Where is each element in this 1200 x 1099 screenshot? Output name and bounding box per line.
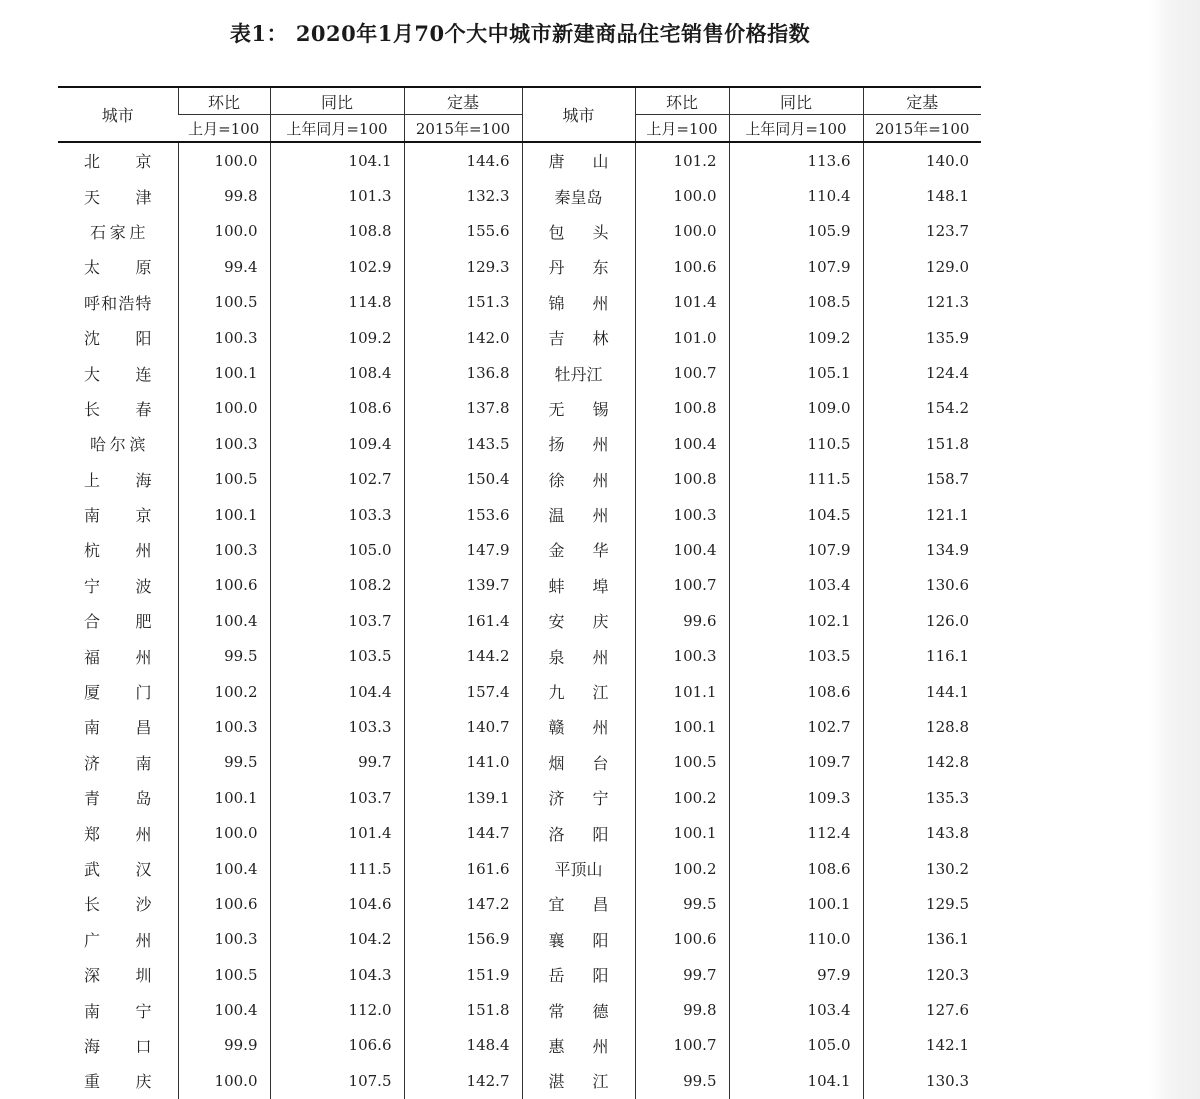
- left-mom-cell: 99.4: [178, 249, 270, 284]
- right-yoy-cell: 103.4: [729, 568, 863, 603]
- table-row: [58, 638, 981, 673]
- right-yoy-cell: 103.5: [729, 638, 863, 673]
- left-city-cell: 南宁: [84, 1001, 152, 1021]
- left-base-cell: 129.3: [404, 249, 522, 284]
- col-subheader-base: 2015年=100: [863, 115, 981, 143]
- left-city-cell: 郑州: [84, 824, 152, 844]
- right-city-cell: 泉州: [522, 638, 635, 673]
- left-mom-cell: 100.0: [178, 214, 270, 249]
- left-yoy-cell: 112.0: [270, 992, 404, 1027]
- left-yoy-cell: 103.7: [270, 780, 404, 815]
- right-base-cell: 134.9: [863, 532, 981, 567]
- right-city-cell: 牡丹江: [522, 355, 635, 390]
- left-city-cell: 深圳: [84, 966, 152, 986]
- right-base-cell: 129.0: [863, 249, 981, 284]
- right-base-cell: 143.8: [863, 815, 981, 850]
- right-city-cell: 常德: [522, 992, 635, 1027]
- right-base-cell: 142.1: [863, 1028, 981, 1063]
- left-yoy-cell: 103.3: [270, 497, 404, 532]
- left-mom-cell: 100.6: [178, 886, 270, 921]
- left-base-cell: 141.0: [404, 745, 522, 780]
- right-base-cell: 135.3: [863, 780, 981, 815]
- col-header-mom: 环比: [635, 87, 729, 115]
- right-base-cell: 116.1: [863, 638, 981, 673]
- table-row: [58, 320, 981, 355]
- left-city-cell: 重庆: [84, 1072, 152, 1092]
- right-base-cell: 140.0: [863, 142, 981, 178]
- table-row: [58, 922, 981, 957]
- right-mom-cell: 99.6: [635, 603, 729, 638]
- table-row: [58, 391, 981, 426]
- right-yoy-cell: 109.2: [729, 320, 863, 355]
- right-city-cell: 惠州: [522, 1028, 635, 1063]
- right-yoy-cell: 102.1: [729, 603, 863, 638]
- left-city-cell: 青岛: [84, 789, 152, 809]
- left-city-cell: 沈阳: [84, 329, 152, 349]
- right-mom-cell: 100.7: [635, 355, 729, 390]
- left-yoy-cell: 99.7: [270, 745, 404, 780]
- right-yoy-cell: 108.5: [729, 285, 863, 320]
- left-mom-cell: 100.0: [178, 391, 270, 426]
- left-yoy-cell: 104.4: [270, 674, 404, 709]
- left-base-cell: 156.9: [404, 922, 522, 957]
- left-city-cell: 南昌: [84, 718, 152, 738]
- left-mom-cell: 100.3: [178, 922, 270, 957]
- left-mom-cell: 100.4: [178, 992, 270, 1027]
- col-subheader-mom: 上月=100: [635, 115, 729, 143]
- left-city-cell: 南京: [84, 506, 152, 526]
- right-city-cell: 秦皇岛: [522, 178, 635, 213]
- right-yoy-cell: 112.4: [729, 815, 863, 850]
- col-header-city: 城市: [522, 87, 635, 142]
- left-yoy-cell: 108.8: [270, 214, 404, 249]
- right-base-cell: 121.3: [863, 285, 981, 320]
- col-subheader-yoy: 上年同月=100: [270, 115, 404, 143]
- right-base-cell: 136.1: [863, 922, 981, 957]
- right-yoy-cell: 109.0: [729, 391, 863, 426]
- right-mom-cell: 100.1: [635, 815, 729, 850]
- right-base-cell: 128.8: [863, 709, 981, 744]
- left-yoy-cell: 104.2: [270, 922, 404, 957]
- right-base-cell: 135.9: [863, 320, 981, 355]
- left-base-cell: 147.2: [404, 886, 522, 921]
- right-yoy-cell: 100.1: [729, 886, 863, 921]
- col-header-city: 城市: [58, 87, 178, 142]
- left-mom-cell: 100.3: [178, 426, 270, 461]
- right-mom-cell: 99.7: [635, 957, 729, 992]
- right-yoy-cell: 110.5: [729, 426, 863, 461]
- left-mom-cell: 99.9: [178, 1028, 270, 1063]
- left-base-cell: 137.8: [404, 391, 522, 426]
- right-yoy-cell: 102.7: [729, 709, 863, 744]
- table-row: [58, 249, 981, 284]
- left-base-cell: 136.8: [404, 355, 522, 390]
- right-city-cell: 宜昌: [522, 886, 635, 921]
- right-city-cell: 九江: [522, 674, 635, 709]
- right-city-cell: 烟台: [522, 745, 635, 780]
- left-yoy-cell: 104.6: [270, 886, 404, 921]
- left-mom-cell: 100.4: [178, 851, 270, 886]
- right-city-cell: 金华: [522, 532, 635, 567]
- table-row: [58, 957, 981, 992]
- left-city-cell: 呼和浩特: [84, 293, 152, 313]
- right-city-cell: 岳阳: [522, 957, 635, 992]
- left-yoy-cell: 102.7: [270, 462, 404, 497]
- right-base-cell: 144.1: [863, 674, 981, 709]
- table-row: [58, 355, 981, 390]
- col-subheader-yoy: 上年同月=100: [729, 115, 863, 143]
- right-mom-cell: 101.1: [635, 674, 729, 709]
- right-city-cell: 安庆: [522, 603, 635, 638]
- right-yoy-cell: 108.6: [729, 851, 863, 886]
- left-yoy-cell: 108.6: [270, 391, 404, 426]
- right-base-cell: 127.6: [863, 992, 981, 1027]
- right-yoy-cell: 109.3: [729, 780, 863, 815]
- left-city-cell: 福州: [84, 647, 152, 667]
- table-row: [58, 214, 981, 249]
- left-city-cell: 海口: [84, 1036, 152, 1056]
- left-city-cell: 杭州: [84, 541, 152, 561]
- table-row: [58, 851, 981, 886]
- right-yoy-cell: 110.4: [729, 178, 863, 213]
- table-row: [58, 568, 981, 603]
- right-yoy-cell: 107.9: [729, 532, 863, 567]
- right-city-cell: 徐州: [522, 462, 635, 497]
- left-mom-cell: 100.3: [178, 532, 270, 567]
- right-mom-cell: 100.7: [635, 568, 729, 603]
- col-subheader-mom: 上月=100: [178, 115, 270, 143]
- left-yoy-cell: 103.7: [270, 603, 404, 638]
- right-mom-cell: 99.5: [635, 1063, 729, 1098]
- right-mom-cell: 100.7: [635, 1028, 729, 1063]
- left-city-cell: 合肥: [84, 612, 152, 632]
- left-base-cell: 161.4: [404, 603, 522, 638]
- right-city-cell: 洛阳: [522, 815, 635, 850]
- right-yoy-cell: 104.1: [729, 1063, 863, 1098]
- col-header-mom: 环比: [178, 87, 270, 115]
- left-mom-cell: 100.0: [178, 142, 270, 178]
- left-mom-cell: 100.1: [178, 780, 270, 815]
- left-yoy-cell: 106.6: [270, 1028, 404, 1063]
- left-yoy-cell: 104.1: [270, 142, 404, 178]
- right-base-cell: 154.2: [863, 391, 981, 426]
- right-city-cell: 湛江: [522, 1063, 635, 1098]
- left-mom-cell: 100.1: [178, 355, 270, 390]
- table-body: [58, 142, 981, 1099]
- right-mom-cell: 100.6: [635, 922, 729, 957]
- right-city-cell: 温州: [522, 497, 635, 532]
- right-city-cell: 济宁: [522, 780, 635, 815]
- right-mom-cell: 100.6: [635, 249, 729, 284]
- left-base-cell: 151.8: [404, 992, 522, 1027]
- left-yoy-cell: 109.4: [270, 426, 404, 461]
- left-base-cell: 139.7: [404, 568, 522, 603]
- table-row: [58, 780, 981, 815]
- left-city-cell: 上海: [84, 470, 152, 490]
- right-yoy-cell: 105.9: [729, 214, 863, 249]
- left-base-cell: 161.6: [404, 851, 522, 886]
- page-edge-shadow: [1150, 0, 1200, 1099]
- table-row: [58, 285, 981, 320]
- left-yoy-cell: 102.9: [270, 249, 404, 284]
- left-mom-cell: 100.0: [178, 1063, 270, 1098]
- left-city-cell: 石家庄: [90, 222, 146, 242]
- table-row: [58, 1063, 981, 1098]
- left-base-cell: 143.5: [404, 426, 522, 461]
- right-city-cell: 唐山: [522, 142, 635, 178]
- left-yoy-cell: 104.3: [270, 957, 404, 992]
- right-mom-cell: 100.8: [635, 462, 729, 497]
- right-yoy-cell: 110.0: [729, 922, 863, 957]
- table-row: [58, 603, 981, 638]
- right-mom-cell: 101.2: [635, 142, 729, 178]
- left-mom-cell: 99.5: [178, 638, 270, 673]
- left-mom-cell: 100.5: [178, 957, 270, 992]
- left-mom-cell: 99.5: [178, 745, 270, 780]
- col-header-yoy: 同比: [270, 87, 404, 115]
- right-base-cell: 142.8: [863, 745, 981, 780]
- left-mom-cell: 100.6: [178, 568, 270, 603]
- table-row: [58, 886, 981, 921]
- table-row: [58, 709, 981, 744]
- left-base-cell: 144.2: [404, 638, 522, 673]
- left-mom-cell: 99.8: [178, 178, 270, 213]
- left-mom-cell: 100.2: [178, 674, 270, 709]
- right-city-cell: 包头: [522, 214, 635, 249]
- right-mom-cell: 100.4: [635, 532, 729, 567]
- right-city-cell: 无锡: [522, 391, 635, 426]
- left-base-cell: 144.7: [404, 815, 522, 850]
- table-row: [58, 815, 981, 850]
- right-mom-cell: 100.0: [635, 214, 729, 249]
- right-yoy-cell: 103.4: [729, 992, 863, 1027]
- right-base-cell: 121.1: [863, 497, 981, 532]
- left-base-cell: 151.9: [404, 957, 522, 992]
- left-city-cell: 武汉: [84, 860, 152, 879]
- right-base-cell: 151.8: [863, 426, 981, 461]
- left-city-cell: 长沙: [84, 895, 152, 915]
- table-row: [58, 178, 981, 213]
- left-base-cell: 153.6: [404, 497, 522, 532]
- left-mom-cell: 100.5: [178, 285, 270, 320]
- left-mom-cell: 100.3: [178, 709, 270, 744]
- right-mom-cell: 100.0: [635, 178, 729, 213]
- right-city-cell: 扬州: [522, 426, 635, 461]
- left-yoy-cell: 103.3: [270, 709, 404, 744]
- table-row: [58, 532, 981, 567]
- left-base-cell: 151.3: [404, 285, 522, 320]
- right-city-cell: 襄阳: [522, 922, 635, 957]
- left-yoy-cell: 108.4: [270, 355, 404, 390]
- right-mom-cell: 100.2: [635, 851, 729, 886]
- left-city-cell: 天津: [84, 187, 152, 207]
- left-base-cell: 155.6: [404, 214, 522, 249]
- right-city-cell: 锦州: [522, 285, 635, 320]
- left-base-cell: 132.3: [404, 178, 522, 213]
- right-city-cell: 丹东: [522, 249, 635, 284]
- left-base-cell: 157.4: [404, 674, 522, 709]
- price-index-table: [58, 86, 981, 1099]
- right-city-cell: 吉林: [522, 320, 635, 355]
- right-base-cell: 130.3: [863, 1063, 981, 1098]
- right-yoy-cell: 105.1: [729, 355, 863, 390]
- left-base-cell: 140.7: [404, 709, 522, 744]
- right-base-cell: 126.0: [863, 603, 981, 638]
- left-base-cell: 139.1: [404, 780, 522, 815]
- table-row: [58, 142, 981, 178]
- right-base-cell: 129.5: [863, 886, 981, 921]
- right-yoy-cell: 105.0: [729, 1028, 863, 1063]
- right-city-cell: 平顶山: [522, 851, 635, 886]
- right-mom-cell: 101.0: [635, 320, 729, 355]
- left-yoy-cell: 111.5: [270, 851, 404, 886]
- left-city-cell: 哈尔滨: [90, 435, 146, 455]
- right-yoy-cell: 104.5: [729, 497, 863, 532]
- right-city-cell: 蚌埠: [522, 568, 635, 603]
- right-base-cell: 124.4: [863, 355, 981, 390]
- left-mom-cell: 100.0: [178, 815, 270, 850]
- right-yoy-cell: 111.5: [729, 462, 863, 497]
- right-yoy-cell: 109.7: [729, 745, 863, 780]
- right-mom-cell: 100.3: [635, 638, 729, 673]
- right-mom-cell: 101.4: [635, 285, 729, 320]
- right-yoy-cell: 97.9: [729, 957, 863, 992]
- right-base-cell: 120.3: [863, 957, 981, 992]
- right-mom-cell: 100.4: [635, 426, 729, 461]
- left-city-cell: 太原: [84, 258, 152, 278]
- left-city-cell: 济南: [84, 753, 152, 773]
- left-base-cell: 142.0: [404, 320, 522, 355]
- right-yoy-cell: 107.9: [729, 249, 863, 284]
- left-yoy-cell: 107.5: [270, 1063, 404, 1098]
- left-yoy-cell: 101.4: [270, 815, 404, 850]
- right-base-cell: 130.6: [863, 568, 981, 603]
- left-city-cell: 厦门: [84, 683, 152, 703]
- right-base-cell: 123.7: [863, 214, 981, 249]
- left-city-cell: 长春: [84, 399, 152, 419]
- left-city-cell: 广州: [84, 930, 152, 950]
- table-row: [58, 992, 981, 1027]
- right-mom-cell: 100.1: [635, 709, 729, 744]
- table-header: [58, 87, 981, 142]
- table-title: 表1： 2020年1月70个大中城市新建商品住宅销售价格指数: [229, 21, 811, 46]
- left-yoy-cell: 105.0: [270, 532, 404, 567]
- right-yoy-cell: 108.6: [729, 674, 863, 709]
- left-city-cell: 宁波: [84, 576, 152, 596]
- left-city-cell: 北京: [84, 152, 152, 172]
- left-yoy-cell: 108.2: [270, 568, 404, 603]
- right-mom-cell: 100.2: [635, 780, 729, 815]
- left-base-cell: 147.9: [404, 532, 522, 567]
- col-header-yoy: 同比: [729, 87, 863, 115]
- left-yoy-cell: 109.2: [270, 320, 404, 355]
- col-header-base: 定基: [404, 87, 522, 115]
- table-row: [58, 745, 981, 780]
- table-row: [58, 674, 981, 709]
- right-mom-cell: 100.3: [635, 497, 729, 532]
- col-header-base: 定基: [863, 87, 981, 115]
- right-mom-cell: 99.5: [635, 886, 729, 921]
- left-base-cell: 144.6: [404, 142, 522, 178]
- right-mom-cell: 100.8: [635, 391, 729, 426]
- left-base-cell: 148.4: [404, 1028, 522, 1063]
- left-mom-cell: 100.5: [178, 462, 270, 497]
- left-yoy-cell: 101.3: [270, 178, 404, 213]
- left-base-cell: 150.4: [404, 462, 522, 497]
- col-subheader-base: 2015年=100: [404, 115, 522, 143]
- table-row: [58, 462, 981, 497]
- right-base-cell: 130.2: [863, 851, 981, 886]
- table-row: [58, 1028, 981, 1063]
- left-city-cell: 大连: [84, 364, 152, 384]
- left-mom-cell: 100.4: [178, 603, 270, 638]
- right-yoy-cell: 113.6: [729, 142, 863, 178]
- right-base-cell: 158.7: [863, 462, 981, 497]
- left-yoy-cell: 103.5: [270, 638, 404, 673]
- right-base-cell: 148.1: [863, 178, 981, 213]
- left-mom-cell: 100.1: [178, 497, 270, 532]
- table-row: [58, 497, 981, 532]
- right-mom-cell: 99.8: [635, 992, 729, 1027]
- left-base-cell: 142.7: [404, 1063, 522, 1098]
- left-mom-cell: 100.3: [178, 320, 270, 355]
- left-yoy-cell: 114.8: [270, 285, 404, 320]
- table-row: [58, 426, 981, 461]
- right-city-cell: 赣州: [522, 709, 635, 744]
- right-mom-cell: 100.5: [635, 745, 729, 780]
